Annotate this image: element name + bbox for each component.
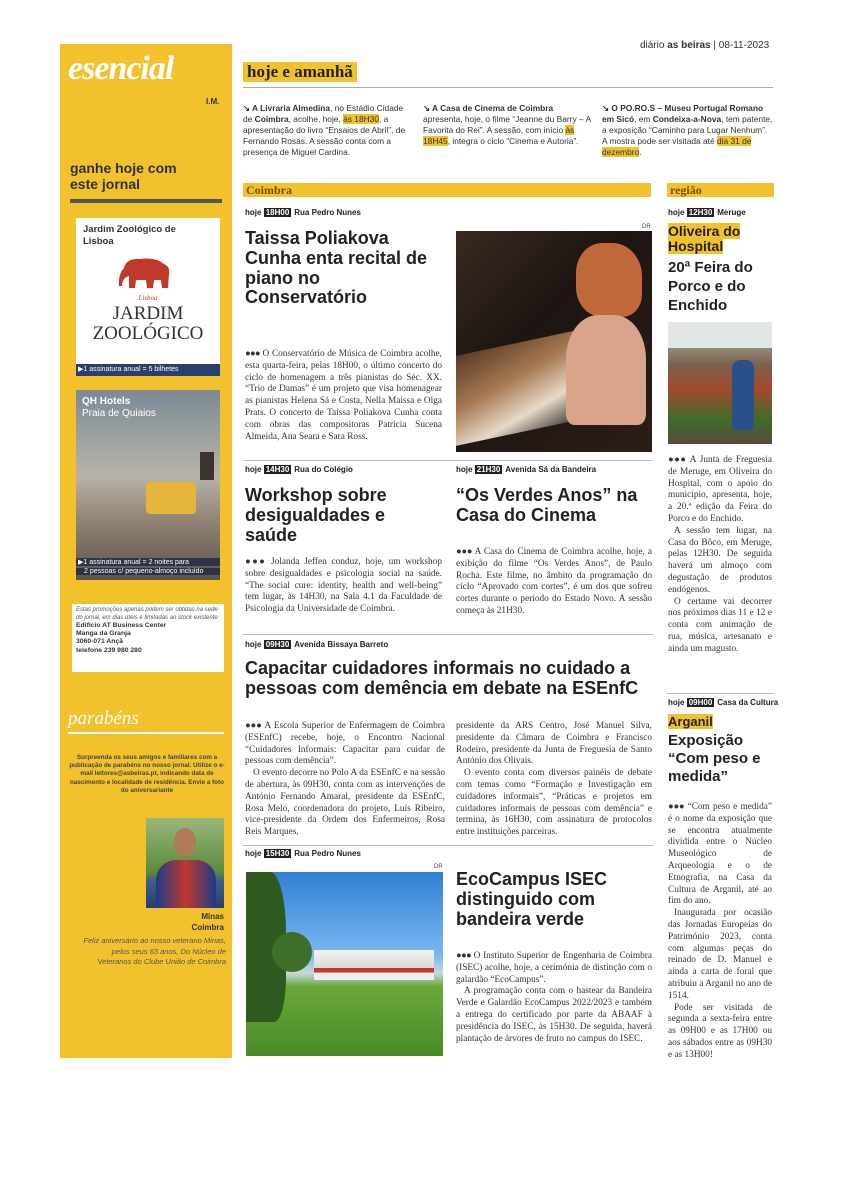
hoje-amanha-item-1 (243, 103, 413, 158)
r2-town-label: Arganil (668, 714, 713, 729)
address-line-3: 3060-071 Ançã (76, 638, 123, 646)
person-head (174, 828, 196, 856)
hotel-promo[interactable] (76, 390, 220, 580)
birthday-place: Coimbra (191, 923, 224, 932)
hotel-promo-caption-2: 2 pessoas c/ pequeno-almoço incluído (76, 568, 220, 575)
kicker-day: hoje (668, 698, 685, 707)
item-3-city: Condeixa-a-Nova (652, 114, 722, 124)
kicker-time: 09H30 (265, 640, 290, 649)
kicker-place: Meruge (717, 208, 746, 217)
isec-campus-photo (246, 872, 443, 1056)
parabens-divider (68, 732, 224, 734)
a1-photo-credit: DR (642, 224, 651, 230)
hoje-amanha-item-3 (602, 103, 774, 158)
kicker-place: Rua Pedro Nunes (294, 208, 361, 217)
item-2-text-a: apresenta, hoje, o filme “Jeanne du Barry – A Favorita do Rei”. A sessão, com início (423, 114, 591, 135)
a2-headline: Workshop sobre desigualdades e saúde (245, 485, 387, 545)
regiao-divider (667, 693, 774, 694)
arrow-icon: ↘ (423, 103, 433, 113)
a2-kicker (245, 465, 353, 474)
a5-kicker (245, 849, 361, 858)
item-3-text-a: , em (634, 114, 653, 124)
coimbra-section-bar (243, 183, 651, 197)
hotel-lounge-chairs (146, 482, 196, 514)
regiao-section-bar (667, 183, 774, 197)
item-1-city: Coimbra (254, 114, 289, 124)
kicker-time: 18H00 (265, 208, 290, 217)
zoo-promo[interactable] (76, 218, 220, 376)
r1-town (668, 224, 772, 255)
a4-col-1-p2: O evento decorre no Polo A da ESEnfC e na sessão de abertura, às 09H30, conta com as intervenções de António Fernando Amaral, presidente da ESEnfC, Rosa Melo, coordenadora do projeto, Luís Ribeiro, vice-presidente da Ordem dos Enfermeiros, Rosa Reis Marques, (245, 768, 445, 838)
a1-headline: Taissa Poliakova Cunha enta recital de piano no Conservatório (245, 228, 428, 308)
r1-text: A Junta de Freguesia de Meruge, em Oliveira do Hospital, com o apoio do município, apresenta, hoje, a 20.ª edição da Feira do Porco e do Enchido. (668, 455, 772, 524)
hotel-promo-caption-1: ▶1 assinatura anual = 2 noites para (76, 558, 220, 566)
a5-headline: EcoCampus ISEC distinguido com bandeira verde (456, 869, 608, 929)
stall-tent (668, 322, 772, 348)
hotel-brand: QH Hotels (82, 396, 131, 407)
zoo-promo-title: Jardim Zoológico de Lisboa (83, 224, 176, 247)
a3-text: A Casa do Cinema de Coimbra acolhe, hoje, a exibição do filme “Os Verdes Anos”, de Paulo Rocha. Este filme, no âmbito da programação do ciclo “Aprovado com cortes”, é um dos que sofreu cortes durante o período do Estado Novo. A sessão começa às 21H30. (456, 547, 652, 616)
coimbra-section-title: Coimbra (246, 183, 292, 197)
bullet-dots: ●●● (668, 455, 687, 465)
a5-p1 (456, 951, 652, 986)
zoo-promo-caption: ▶1 assinatura anual = 5 bilhetes (76, 364, 220, 376)
item-1-time: às 18H30 (343, 114, 379, 124)
r1-headline: 20ª Feira do Porco e do Enchido (668, 259, 753, 314)
a4-headline: Capacitar cuidadores informais no cuidado a pessoas com demência em debate na ESEnfC (245, 658, 639, 698)
r1-body (668, 455, 772, 656)
item-3-text-b: , tem patente, a exposição “Caminho para Lugar Nenhum”. A mostra pode ser visitada até (602, 114, 773, 146)
zoo-logo-text: JARDIM ZOOLÓGICO (92, 303, 204, 344)
a4-col-1 (245, 721, 445, 839)
hoje-amanha-title: hoje e amanhã (243, 62, 357, 82)
hoje-amanha-rule (243, 87, 773, 88)
r1-kicker (668, 208, 746, 217)
bullet-dots: ●●● (245, 349, 260, 359)
promo-notice: Estas promoções apenas podem ser obtidas na sede do jornal, em dias úteis e limitadas ao stock existente (76, 607, 218, 621)
kicker-place: Avenida Sá da Bandeira (505, 465, 597, 474)
a4-col-2-p1: presidente da ARS Centro, José Manuel Silva, presidente da Câmara de Coimbra e Francisco Rodeiro, presidente da Junta de Freguesia de Santo António dos Olivais. (456, 721, 652, 767)
kicker-time: 21H30 (476, 465, 501, 474)
kicker-time: 15H30 (265, 849, 290, 858)
a3-body (456, 547, 652, 618)
item-3-text-c: . (639, 147, 642, 157)
item-2-text-b: , integra o ciclo “Cinema e Autoria”. (447, 136, 579, 146)
hotel-window (200, 452, 214, 480)
row-divider-3 (243, 845, 653, 846)
birthday-name: Minas (201, 912, 224, 921)
kicker-day: hoje (456, 465, 473, 474)
item-1-text-c: , a apresentação do livro “Ensaios de Abril”, de Fernando Rosas. A sessão conta com a presença de Miguel Cardina. (243, 114, 406, 157)
address-line-2: Manga da Granja (76, 630, 131, 638)
a2-body (245, 557, 442, 616)
esencial-logo: esencial (68, 50, 174, 87)
a1-kicker (245, 208, 361, 217)
r2-p3: Pode ser visitada de segunda a sexta-feira entre as 09H00 e as 17H00 ou aos sábados entre as 09H30 e as 13H00! (668, 1002, 772, 1060)
arrow-icon: ↘ (243, 103, 253, 113)
regiao-section-title: região (670, 183, 702, 197)
r1-p3: O certame vai decorrer nos próximos dias 11 e 12 e conta com animação de rua, música, artesanato e ainda um magusto. (668, 596, 772, 654)
r2-p2: Inaugurada por ocasião das Jornadas Europeias do Património 2023, conta com algumas peças do reinado de D. Manuel e ainda a carta de foral que atribuiu a Arganil no ano de 1514. (668, 908, 772, 1001)
birthday-photo (146, 818, 224, 908)
birthday-message: Feliz aniversário ao nosso veterano Minas, pelos seus 63 anos, Do Núcleo de Veteranos do Clube União de Coimbra (83, 936, 226, 966)
a5-photo-credit: DR (434, 864, 443, 870)
kicker-day: hoje (245, 640, 262, 649)
item-2-subject: A Casa de Cinema de Coimbra (432, 103, 554, 113)
a5-text: O Instituto Superior de Engenharia de Coimbra (ISEC) acolhe, hoje, a cerimónia de distinção com o galardão “EcoCampus”. (456, 951, 652, 985)
a5-body (456, 951, 652, 1045)
kicker-day: hoje (245, 208, 262, 217)
a4-kicker (245, 640, 388, 649)
item-2-time: às 18H45 (423, 125, 575, 146)
item-3-date: dia 31 de dezembro (602, 136, 752, 157)
pianist-hair (576, 243, 642, 317)
zoo-logo-small: Lisboa (138, 294, 158, 302)
kicker-place: Rua do Colégio (294, 465, 353, 474)
pianist-arm (566, 315, 646, 425)
parabens-text: Surpreenda os seus amigos e familiares com a publicação de parabéns no nosso jornal. Utilize o e-mail leitores@asbeiras.pt, indicando data de nascimento e localidade de residência. Envie a foto do aniversariante (69, 754, 225, 794)
arrow-icon: ↘ (602, 103, 612, 113)
r2-kicker (668, 698, 778, 707)
hoje-amanha-item-2 (423, 103, 593, 147)
hotel-place: Praia de Quiaios (82, 408, 156, 419)
item-1-text-a: , no Estádio Cidade de (243, 103, 404, 124)
promo-notice-box (72, 604, 224, 672)
a4-col-2-p2: O evento conta com diversos painéis de debate com temas como “Formação e Investigação em cuidadores informais”, “Práticas e projetos em cuidadores informais de pessoas com demência” e termina, às 16H30, com assinatura de protocolos entre instituições parceiras. (456, 768, 652, 838)
a1-body (245, 349, 442, 443)
item-3-subject: O PO.RO.S – Museu Portugal Romano em Sicó (602, 103, 764, 124)
item-1-text-b: , acolhe, hoje, (288, 114, 344, 124)
a2-text: Jolanda Jeffen conduz, hoje, um workshop sobre desigualdades e psicologia social na saúde. “The social cure: identity, health and well-being” tem lugar, às 14H30, na Sala 4.1 da Faculdade de Psicologia da Universidade de Coimbra. (245, 557, 442, 615)
paper-name: diário (640, 40, 668, 51)
tree-mid (272, 932, 312, 972)
r2-p1 (668, 802, 772, 908)
issue-date: | 08-11-2023 (713, 40, 770, 51)
row-divider-1 (243, 460, 653, 461)
a5-p2: A programação conta com o hastear da Bandeira Verde e Galardão EcoCampus 2022/2023 e também a entrega do certificado por parte da ABAAF à presidência do ISEC, às 15H30. De seguida, haverá plantação de árvores de fruto no campus do ISEC. (456, 986, 652, 1044)
phone-number: telefone 239 980 280 (76, 646, 142, 654)
r1-town-label: Oliveira do Hospital (668, 223, 741, 255)
kicker-day: hoje (245, 465, 262, 474)
parabens-title: parabéns (68, 708, 139, 729)
item-1-subject: A Livraria Almedina (252, 103, 331, 113)
kicker-place: Rua Pedro Nunes (294, 849, 361, 858)
r2-text: “Com peso e medida” é o nome da exposição que se encontra atualmente dividida entre o Núcleo Museológico de Arqueologia e o de Etnografia, na Casa da Cultura de Arganil, até ao fim do ano. (668, 802, 772, 907)
bullet-dots: ●●● (245, 721, 262, 731)
a4-col-2 (456, 721, 652, 839)
paper-brand: as beiras (667, 40, 711, 51)
row-divider-2 (243, 634, 653, 635)
ganhe-divider (70, 199, 222, 203)
kicker-day: hoje (668, 208, 685, 217)
bullet-dots: ●●● (245, 557, 267, 567)
person-shirt (156, 860, 216, 908)
kicker-place: Casa da Cultura (717, 698, 779, 707)
ganhe-title: ganhe hoje com este jornal (70, 160, 177, 192)
kicker-time: 14H30 (265, 465, 290, 474)
a3-headline: “Os Verdes Anos” na Casa do Cinema (456, 485, 638, 525)
r2-headline: Exposição “Com peso e medida” (668, 732, 761, 785)
kicker-day: hoje (245, 849, 262, 858)
pianist-photo (456, 231, 652, 452)
r1-p2: A sessão tem lugar, na Casa do Bôco, em Meruge, pelas 12H30. De seguida haverá um almoço com degustação de produtos endógenos. (668, 525, 772, 595)
vendor (732, 360, 754, 430)
address-line-1: Edifício AT Business Center (76, 622, 167, 629)
a4-col-1-p1 (245, 721, 445, 768)
building (314, 950, 434, 980)
r1-p1 (668, 455, 772, 526)
a3-kicker (456, 465, 596, 474)
bullet-dots: ●●● (668, 802, 685, 812)
elephant-icon (116, 254, 176, 296)
a1-text: O Conservatório de Música de Coimbra acolhe, esta quarta-feira, pelas 18H00, o último concerto do ciclo de homenagem a três pianistas do Séc. XX. “Trio de Damas” é um projeto que visa homenagear as pianistas Helena Sá e Costa, Nella Maissa e Olga Prats. O concerto de Taissa Poliakova Cunha conta com obras das compositoras Patrícia Sucena Almeida, Ana Seara e Sara Ross. (245, 349, 442, 442)
kicker-time: 09H00 (688, 698, 713, 707)
author-initials: I.M. (206, 97, 220, 106)
kicker-place: Avenida Bissaya Barreto (294, 640, 389, 649)
r2-town (668, 715, 713, 729)
bullet-dots: ●●● (456, 951, 471, 961)
bullet-dots: ●●● (456, 547, 473, 557)
feira-photo (668, 322, 772, 444)
a4-text-1: A Escola Superior de Enfermagem de Coimbra (ESEnfC) recebe, hoje, o Encontro Nacional “Cuidadores Informais: Capacitar para cuidar de pessoas com demência”. (245, 721, 445, 767)
kicker-time: 12H30 (688, 208, 713, 217)
masthead-date (640, 40, 769, 51)
r2-body (668, 802, 772, 1062)
